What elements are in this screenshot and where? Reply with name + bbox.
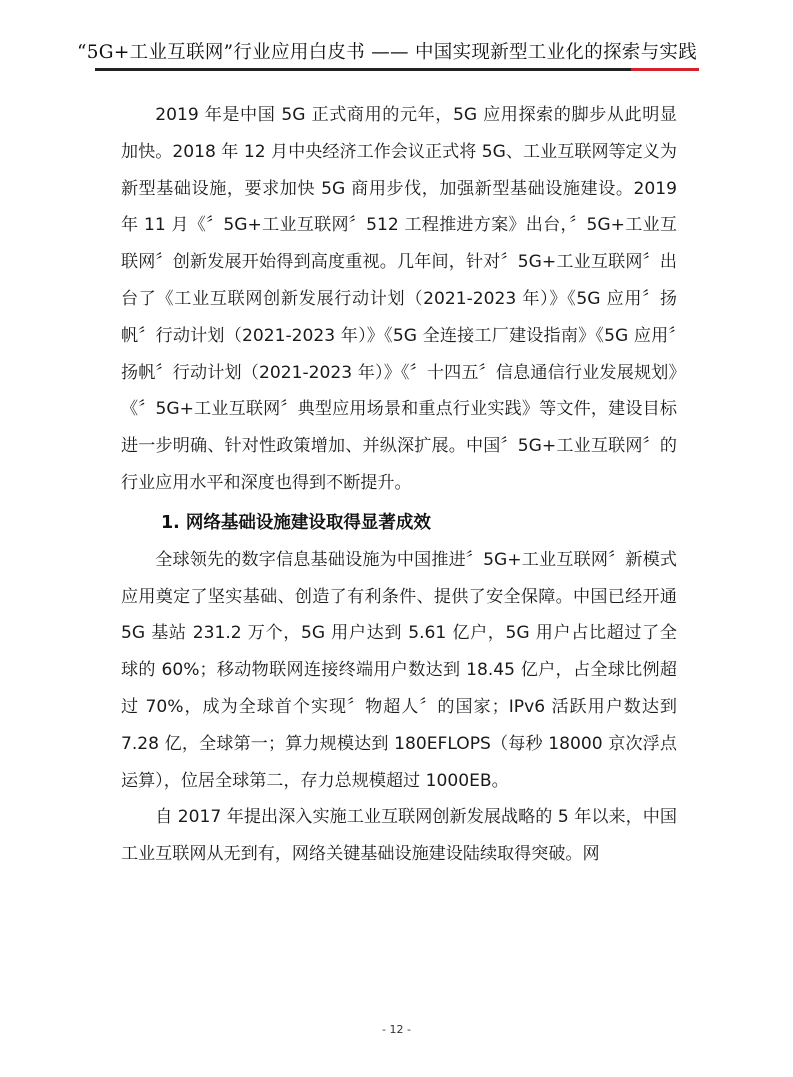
header-accent-rule xyxy=(631,68,699,71)
body-paragraph: 全球领先的数字信息基础设施为中国推进〞5G+工业互联网〞新模式应用奠定了坚实基础、创造了有利条件、提供了安全保障。中国已经开通 5G 基站 231.2 万个，5G 用户达到 5.61 亿户，5G 用户占比超过了全球的 60%；移动物联网连接终端用户数达到 18.45 亿户，占全球比例超过 70%，成为全球首个实现〞物超人〞的国家；IPv6 活跃用户数达到 7.28 亿，全球第一；算力规模达到 180EFLOPS（每秒 18000 京次浮点运算），位居全球第二，存力总规模超过 1000EB。 xyxy=(121,549,677,791)
page-number: - 12 - xyxy=(382,1023,411,1036)
section-heading: 1. 网络基础设施建设取得显著成效 xyxy=(161,512,431,533)
page-content xyxy=(121,97,677,873)
body-paragraph: 自 2017 年提出深入实施工业互联网创新发展战略的 5 年以来，中国工业互联网从无到有，网络关键基础设施建设陆续取得突破。网 xyxy=(121,807,677,865)
header-rule xyxy=(95,68,631,71)
body-paragraph: 2019 年是中国 5G 正式商用的元年，5G 应用探索的脚步从此明显加快。2018 年 12 月中央经济工作会议正式将 5G、工业互联网等定义为新型基础设施，要求加快 5G 商用步伐，加强新型基础设施建设。2019 年 11 月《〞5G+工业互联网〞512 工程推进方案》出台，〞5G+工业互联网〞创新发展开始得到高度重视。几年间，针对〞5G+工业互联网〞出台了《工业互联网创新发展行动计划（2021-2023 年）》《5G 应用〞扬帆〞行动计划（2021-2023 年）》《5G 全连接工厂建设指南》《5G 应用〞扬帆〞行动计划（2021-2023 年）》《〞十四五〞信息通信行业发展规划》《〞5G+工业互联网〞典型应用场景和重点行业实践》等文件，建设目标进一步明确、针对性政策增加、并纵深扩展。中国〞5G+工业互联网〞的行业应用水平和深度也得到不断提升。 xyxy=(121,105,677,493)
header-title: “5G+工业互联网”行业应用白皮书 —— 中国实现新型工业化的探索与实践 xyxy=(76,42,697,63)
